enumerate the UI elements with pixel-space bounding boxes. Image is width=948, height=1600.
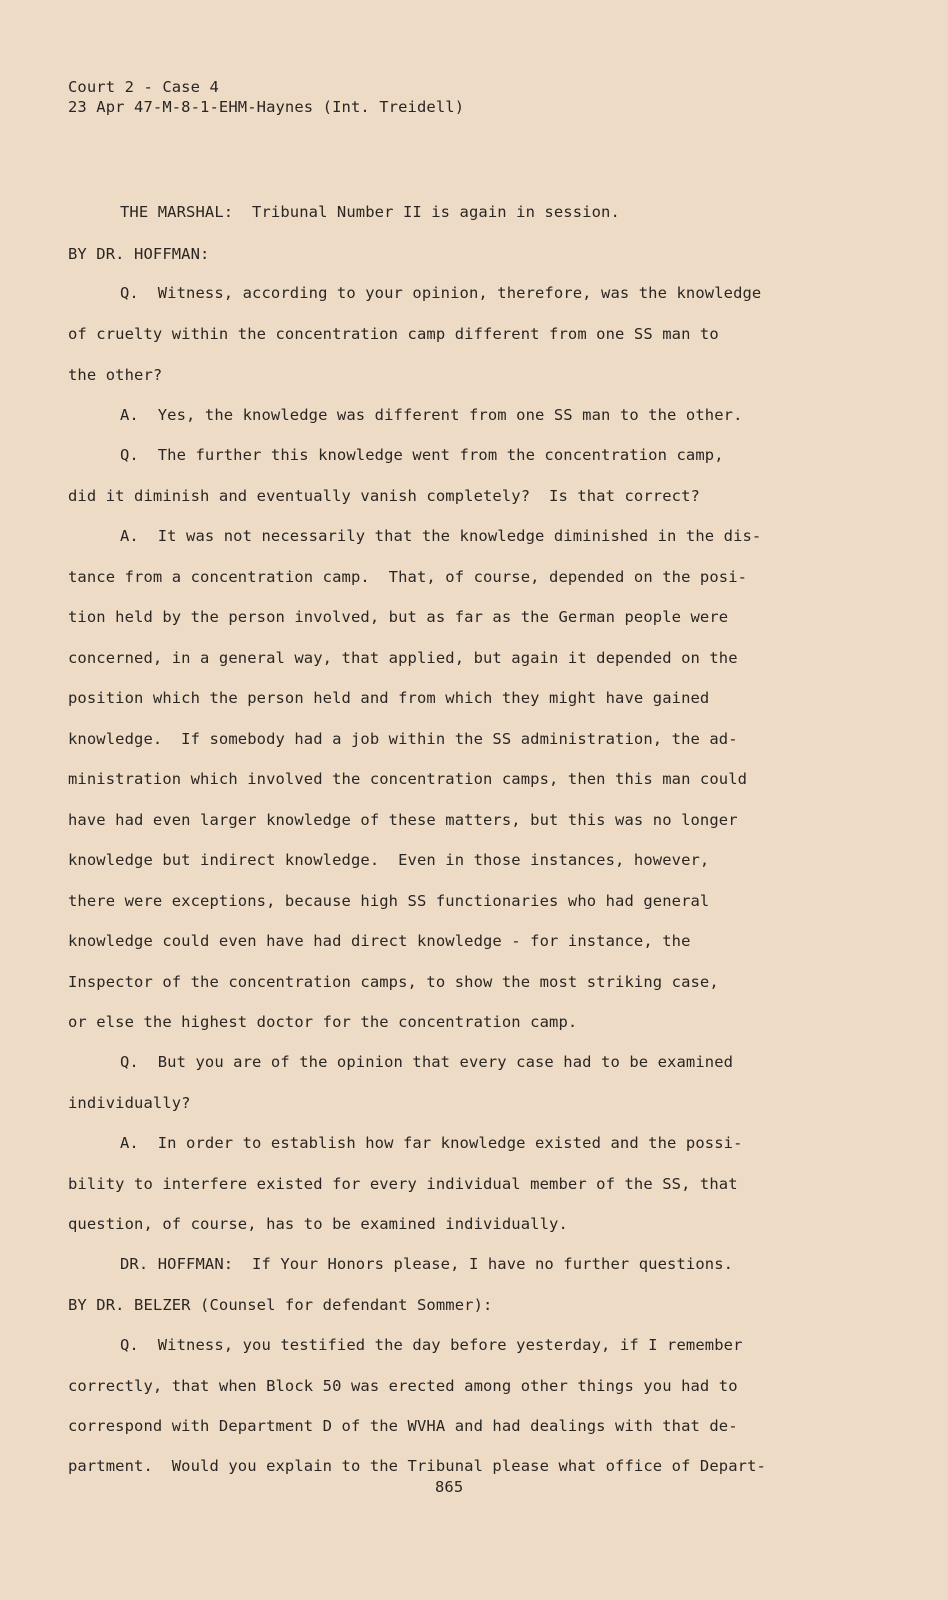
page-number: 865 — [435, 1478, 464, 1496]
transcript-line: Q. The further this knowledge went from the concentration camp, — [120, 446, 724, 464]
transcript-line: THE MARSHAL: Tribunal Number II is again in session. — [120, 203, 620, 221]
transcript-line: Q. Witness, according to your opinion, therefore, was the knowledge — [120, 284, 762, 302]
transcript-line: question, of course, has to be examined individually. — [68, 1215, 568, 1233]
transcript-line: individually? — [68, 1094, 191, 1112]
transcript-line: BY DR. HOFFMAN: — [68, 245, 210, 263]
transcript-line: tion held by the person involved, but as far as the German people were — [68, 608, 729, 626]
transcript-line: correspond with Department D of the WVHA and had dealings with that de- — [68, 1417, 738, 1435]
transcript-line: ministration which involved the concentration camps, then this man could — [68, 770, 748, 788]
transcript-line: concerned, in a general way, that applied, but again it depended on the — [68, 649, 738, 667]
transcript-line: DR. HOFFMAN: If Your Honors please, I have no further questions. — [120, 1255, 734, 1273]
transcript-line: Q. But you are of the opinion that every case had to be examined — [120, 1053, 734, 1071]
transcript-line: position which the person held and from which they might have gained — [68, 689, 710, 707]
transcript-line: have had even larger knowledge of these matters, but this was no longer — [68, 811, 738, 829]
transcript-line: knowledge. If somebody had a job within the SS administration, the ad- — [68, 730, 738, 748]
transcript-line: A. In order to establish how far knowledge existed and the possi- — [120, 1134, 743, 1152]
transcript-line: there were exceptions, because high SS functionaries who had general — [68, 892, 710, 910]
transcript-line: the other? — [68, 366, 163, 384]
transcript-line: of cruelty within the concentration camp different from one SS man to — [68, 325, 719, 343]
case-header-line-2: 23 Apr 47-M-8-1-EHM-Haynes (Int. Treidell) — [68, 98, 465, 116]
transcript-line: correctly, that when Block 50 was erected among other things you had to — [68, 1377, 738, 1395]
transcript-line: Q. Witness, you testified the day before yesterday, if I remember — [120, 1336, 743, 1354]
transcript-line: Inspector of the concentration camps, to show the most striking case, — [68, 973, 719, 991]
transcript-line: A. Yes, the knowledge was different from one SS man to the other. — [120, 406, 743, 424]
transcript-line: BY DR. BELZER (Counsel for defendant Sommer): — [68, 1296, 493, 1314]
transcript-line: tance from a concentration camp. That, of course, depended on the posi- — [68, 568, 748, 586]
case-header-line-1: Court 2 - Case 4 — [68, 78, 219, 96]
transcript-line: or else the highest doctor for the concentration camp. — [68, 1013, 578, 1031]
transcript-line: bility to interfere existed for every individual member of the SS, that — [68, 1175, 738, 1193]
transcript-line: knowledge could even have had direct knowledge - for instance, the — [68, 932, 691, 950]
transcript-line: knowledge but indirect knowledge. Even in those instances, however, — [68, 851, 710, 869]
transcript-line: did it diminish and eventually vanish completely? Is that correct? — [68, 487, 700, 505]
transcript-line: partment. Would you explain to the Tribunal please what office of Depart- — [68, 1457, 766, 1475]
transcript-line: A. It was not necessarily that the knowledge diminished in the dis- — [120, 527, 762, 545]
